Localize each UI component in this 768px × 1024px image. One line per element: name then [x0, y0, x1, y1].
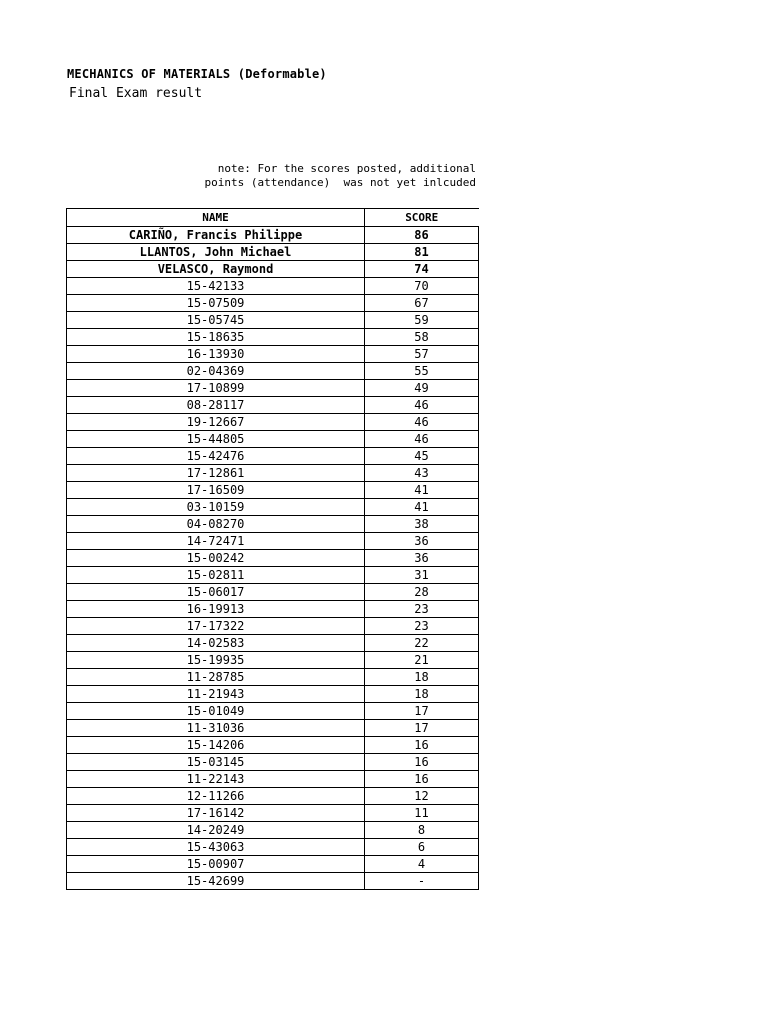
- table-row: [67, 227, 479, 244]
- table-row: [67, 550, 479, 567]
- table-row: [67, 584, 479, 601]
- score-cell: -: [365, 873, 479, 890]
- name-column-header: NAME: [67, 209, 365, 227]
- score-cell: 21: [365, 652, 479, 669]
- student-name-cell: 16-13930: [67, 346, 365, 363]
- score-cell: 36: [365, 550, 479, 567]
- table-row: [67, 737, 479, 754]
- table-row: [67, 822, 479, 839]
- student-name-cell: 15-01049: [67, 703, 365, 720]
- score-cell: 59: [365, 312, 479, 329]
- table-row: [67, 669, 479, 686]
- student-name-cell: 15-42133: [67, 278, 365, 295]
- student-name-cell: 11-31036: [67, 720, 365, 737]
- student-name-cell: 15-18635: [67, 329, 365, 346]
- table-row: [67, 703, 479, 720]
- score-cell: 49: [365, 380, 479, 397]
- student-name-cell: 08-28117: [67, 397, 365, 414]
- table-row: [67, 567, 479, 584]
- table-row: [67, 771, 479, 788]
- table-row: [67, 397, 479, 414]
- table-row: [67, 601, 479, 618]
- document-subtitle: Final Exam result: [69, 86, 203, 101]
- score-cell: 11: [365, 805, 479, 822]
- student-name-cell: 04-08270: [67, 516, 365, 533]
- score-cell: 67: [365, 295, 479, 312]
- table-row: [67, 431, 479, 448]
- student-name-cell: 15-19935: [67, 652, 365, 669]
- table-row: [67, 414, 479, 431]
- note-line-1: note: For the scores posted, additional: [217, 162, 476, 175]
- table-row: [67, 363, 479, 380]
- score-cell: 28: [365, 584, 479, 601]
- student-name-cell: 15-03145: [67, 754, 365, 771]
- score-cell: 58: [365, 329, 479, 346]
- table-row: [67, 329, 479, 346]
- table-body: [67, 227, 479, 890]
- student-name-cell: 02-04369: [67, 363, 365, 380]
- student-name-cell: 15-06017: [67, 584, 365, 601]
- score-cell: 70: [365, 278, 479, 295]
- student-name-cell: 17-16142: [67, 805, 365, 822]
- table-row: [67, 312, 479, 329]
- student-name-cell: 11-22143: [67, 771, 365, 788]
- student-name-cell: 11-28785: [67, 669, 365, 686]
- scores-table: [66, 208, 479, 890]
- table-row: [67, 278, 479, 295]
- score-cell: 23: [365, 601, 479, 618]
- score-cell: 4: [365, 856, 479, 873]
- score-cell: 41: [365, 482, 479, 499]
- table-row: [67, 261, 479, 278]
- score-cell: 38: [365, 516, 479, 533]
- student-name-cell: 15-00907: [67, 856, 365, 873]
- score-cell: 55: [365, 363, 479, 380]
- student-name-cell: 16-19913: [67, 601, 365, 618]
- score-cell: 43: [365, 465, 479, 482]
- note: [150, 162, 476, 190]
- student-name-cell: 12-11266: [67, 788, 365, 805]
- student-name-cell: 14-72471: [67, 533, 365, 550]
- score-cell: 46: [365, 397, 479, 414]
- student-name-cell: CARIÑO, Francis Philippe: [67, 227, 365, 244]
- table-row: [67, 482, 479, 499]
- table-row: [67, 448, 479, 465]
- student-name-cell: 15-42476: [67, 448, 365, 465]
- student-name-cell: 15-42699: [67, 873, 365, 890]
- score-cell: 31: [365, 567, 479, 584]
- score-cell: 17: [365, 720, 479, 737]
- student-name-cell: LLANTOS, John Michael: [67, 244, 365, 261]
- score-cell: 12: [365, 788, 479, 805]
- score-cell: 6: [365, 839, 479, 856]
- student-name-cell: VELASCO, Raymond: [67, 261, 365, 278]
- table-row: [67, 295, 479, 312]
- note-line-2: points (attendance) was not yet inlcuded: [204, 176, 476, 189]
- table-row: [67, 380, 479, 397]
- table-row: [67, 686, 479, 703]
- student-name-cell: 15-00242: [67, 550, 365, 567]
- student-name-cell: 15-05745: [67, 312, 365, 329]
- table-row: [67, 346, 479, 363]
- table-row: [67, 516, 479, 533]
- student-name-cell: 03-10159: [67, 499, 365, 516]
- table-row: [67, 856, 479, 873]
- table-header-row: [67, 209, 479, 227]
- student-name-cell: 15-44805: [67, 431, 365, 448]
- table-row: [67, 720, 479, 737]
- score-cell: 16: [365, 754, 479, 771]
- score-cell: 18: [365, 686, 479, 703]
- table-row: [67, 805, 479, 822]
- table-row: [67, 754, 479, 771]
- student-name-cell: 17-10899: [67, 380, 365, 397]
- student-name-cell: 19-12667: [67, 414, 365, 431]
- score-cell: 16: [365, 771, 479, 788]
- score-cell: 8: [365, 822, 479, 839]
- score-column-header: SCORE: [365, 209, 479, 227]
- table-row: [67, 533, 479, 550]
- student-name-cell: 14-20249: [67, 822, 365, 839]
- score-cell: 17: [365, 703, 479, 720]
- table-row: [67, 244, 479, 261]
- score-cell: 16: [365, 737, 479, 754]
- score-cell: 22: [365, 635, 479, 652]
- score-cell: 23: [365, 618, 479, 635]
- table-row: [67, 635, 479, 652]
- score-cell: 41: [365, 499, 479, 516]
- student-name-cell: 15-02811: [67, 567, 365, 584]
- score-cell: 46: [365, 414, 479, 431]
- student-name-cell: 15-43063: [67, 839, 365, 856]
- table-row: [67, 873, 479, 890]
- student-name-cell: 11-21943: [67, 686, 365, 703]
- table-row: [67, 788, 479, 805]
- score-cell: 46: [365, 431, 479, 448]
- student-name-cell: 14-02583: [67, 635, 365, 652]
- score-cell: 18: [365, 669, 479, 686]
- table-row: [67, 652, 479, 669]
- document-title: MECHANICS OF MATERIALS (Deformable): [67, 67, 327, 81]
- student-name-cell: 17-17322: [67, 618, 365, 635]
- student-name-cell: 17-16509: [67, 482, 365, 499]
- table-row: [67, 465, 479, 482]
- score-cell: 45: [365, 448, 479, 465]
- student-name-cell: 17-12861: [67, 465, 365, 482]
- student-name-cell: 15-07509: [67, 295, 365, 312]
- table-row: [67, 499, 479, 516]
- score-cell: 81: [365, 244, 479, 261]
- score-cell: 36: [365, 533, 479, 550]
- table-row: [67, 839, 479, 856]
- table-row: [67, 618, 479, 635]
- score-cell: 74: [365, 261, 479, 278]
- student-name-cell: 15-14206: [67, 737, 365, 754]
- score-cell: 57: [365, 346, 479, 363]
- score-cell: 86: [365, 227, 479, 244]
